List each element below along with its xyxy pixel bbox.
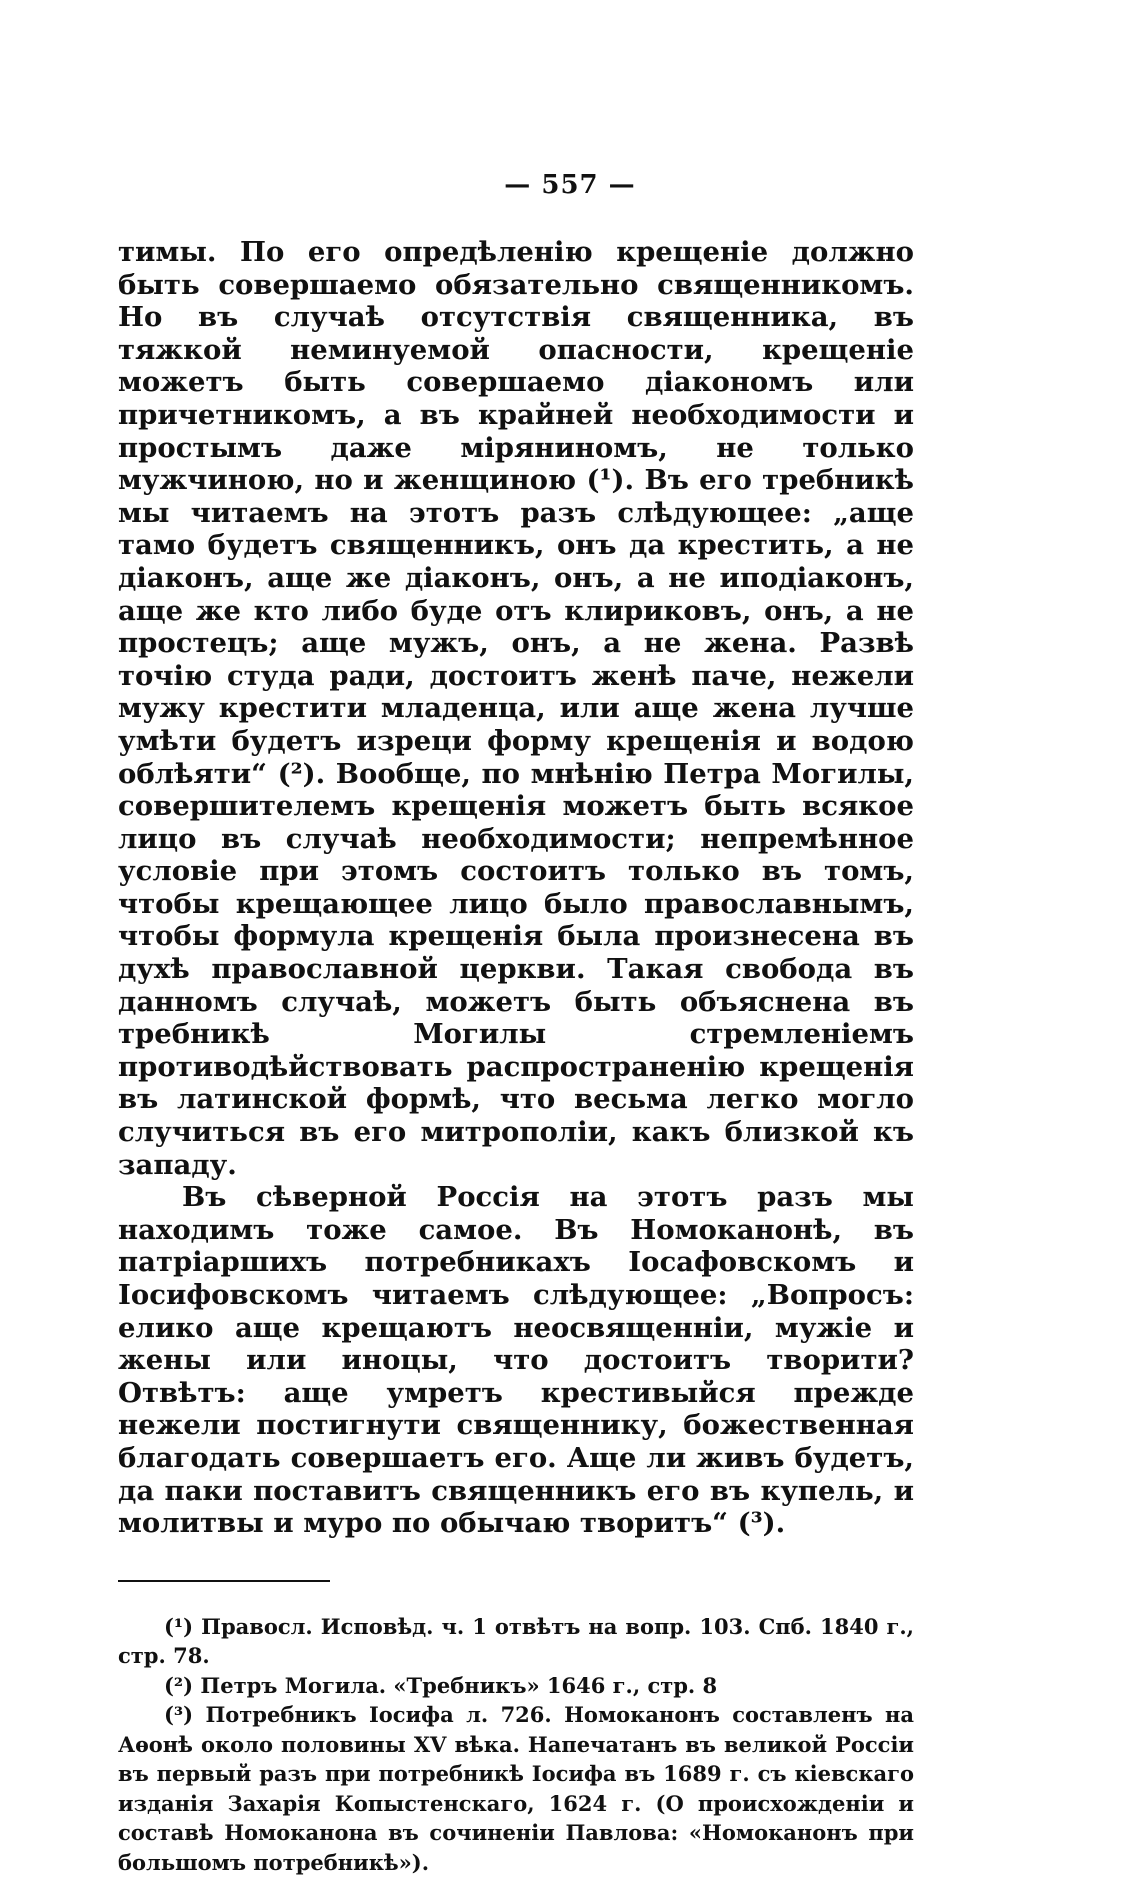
footnote-3: (³) Потребникъ Іосифа л. 726. Номоканонъ составленъ на Аѳонѣ около половины XV вѣка. Напечатанъ въ великой Россіи въ первый разъ при потребникѣ Іосифа въ 1689 г. съ кіевскаго изданія Захарія Копыстенскаго, 1624 г. (О происхожденіи и составѣ Номоканона въ сочиненіи Павлова: «Номоканонъ при большомъ потребникѣ»). xyxy=(118,1702,914,1875)
footnote-divider xyxy=(118,1580,330,1582)
text-column xyxy=(118,236,914,1877)
footnote-2: (²) Петръ Могила. «Требникъ» 1646 г., стр. 8 xyxy=(164,1672,718,1698)
footnotes xyxy=(118,1612,914,1877)
footnote-1: (¹) Правосл. Исповѣд. ч. 1 отвѣтъ на вопр. 103. Спб. 1840 г., стр. 78. xyxy=(118,1613,914,1669)
body-paragraph-1: тимы. По его опредѣленію крещеніе должно быть совершаемо обязательно священникомъ. Но въ случаѣ отсутствія священника, въ тяжкой неминуемой опасности, крещеніе можетъ быть совершаемо діакономъ или причетникомъ, а въ крайней необходимости и простымъ даже міряниномъ, не только мужчиною, но и женщиною (¹). Въ его требникѣ мы читаемъ на этотъ разъ слѣдующее: „аще тамо будетъ священникъ, онъ да крестить, а не діаконъ, аще же діаконъ, онъ, а не иподіаконъ, аще же кто либо буде отъ клириковъ, онъ, а не простецъ; аще мужъ, онъ, а не жена. Развѣ точію студа ради, достоитъ женѣ паче, нежели мужу крестити младенца, или аще жена лучше умѣти будетъ изреци форму крещенія и водою облѣяти“ (²). Вообще, по мнѣнію Петра Могилы, совершителемъ крещенія можетъ быть всякое лицо въ случаѣ необходимости; непремѣнное условіе при этомъ состоитъ только въ томъ, чтобы крещающее лицо было православнымъ, чтобы формула крещенія была произнесена въ духѣ православной церкви. Такая свобода въ данномъ случаѣ, можетъ быть объяснена въ требникѣ Могилы стремленіемъ противодѣйствовать распространенію крещенія въ латинской формѣ, что весьма легко могло случиться въ его митрополіи, какъ близкой къ западу. xyxy=(118,236,914,1181)
body-paragraph-2: Въ сѣверной Россія на этотъ разъ мы находимъ тоже самое. Въ Номоканонѣ, въ патріаршихъ потребникахъ Іосафовскомъ и Іосифовскомъ читаемъ слѣдующее: „Вопросъ: елико аще крещаютъ неосвященніи, мужіе и жены или иноцы, что достоитъ творити? Отвѣтъ: аще умретъ крестивыйся прежде нежели постигнути священнику, божественная благодать совершаетъ его. Аще ли живъ будетъ, да паки поставитъ священникъ его въ купель, и молитвы и муро по обычаю творитъ“ (³). xyxy=(118,1181,914,1540)
page-number: — 557 — xyxy=(504,170,636,200)
